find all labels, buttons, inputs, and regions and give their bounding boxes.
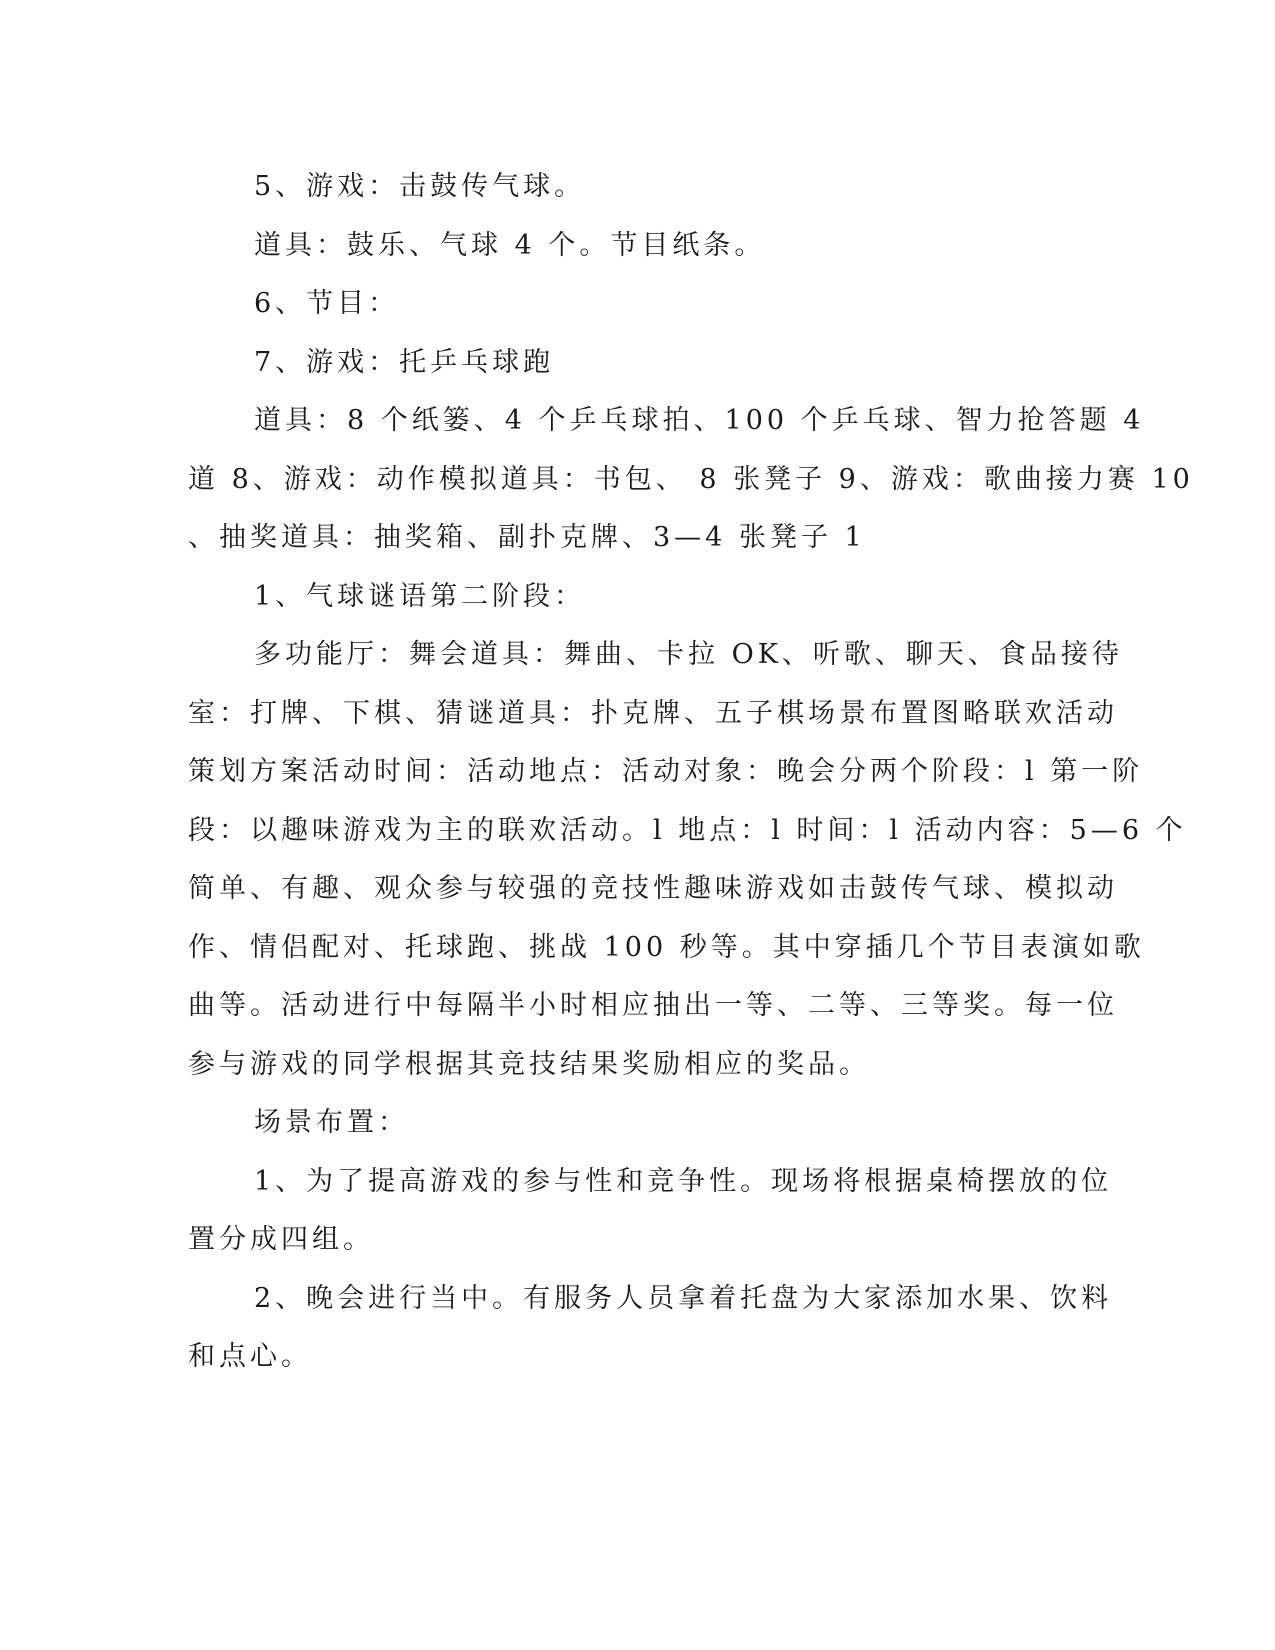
text-line: 室：打牌、下棋、猜谜道具：扑克牌、五子棋场景布置图略联欢活动	[188, 697, 1118, 729]
paragraph	[188, 217, 1088, 276]
text-line: 5、游戏：击鼓传气球。	[254, 171, 586, 202]
paragraph	[188, 158, 1088, 217]
text-line: 简单、有趣、观众参与较强的竞技性趣味游戏如击鼓传气球、模拟动	[188, 873, 1118, 904]
text-line: 1、为了提高游戏的参与性和竞争性。现场将根据桌椅摆放的位	[254, 1165, 1113, 1197]
text-line: 作、情侣配对、托球跑、挑战 100 秒等。其中穿插几个节目表演如歌	[188, 931, 1145, 963]
text-line: 置分成四组。	[188, 1224, 374, 1255]
paragraph	[188, 275, 1088, 334]
paragraph	[188, 1270, 1113, 1387]
text-line: 场景布置：	[254, 1107, 409, 1138]
text-line: 6、节目：	[254, 288, 400, 319]
text-line: 参与游戏的同学根据其竞技结果奖励相应的奖品。	[188, 1048, 870, 1080]
document-body	[188, 158, 1194, 1387]
text-line: 7、游戏：托乒乓球跑	[254, 346, 555, 378]
text-line: 段：以趣味游戏为主的联欢活动。l 地点：l 时间：l 活动内容：5—6 个	[188, 814, 1187, 846]
paragraph	[188, 392, 1194, 568]
text-line: 和点心。	[188, 1341, 312, 1372]
text-line: 策划方案活动时间：活动地点：活动对象：晚会分两个阶段：l 第一阶	[188, 756, 1144, 787]
paragraph	[188, 626, 1187, 1094]
text-line: 、抽奖道具：抽奖箱、副扑克牌、3—4 张凳子 1	[188, 522, 866, 553]
paragraph	[188, 1094, 1088, 1153]
text-line: 多功能厅：舞会道具：舞曲、卡拉 OK、听歌、聊天、食品接待	[254, 639, 1123, 670]
paragraph	[188, 1153, 1113, 1270]
text-line: 2、晚会进行当中。有服务人员拿着托盘为大家添加水果、饮料	[254, 1282, 1113, 1314]
paragraph	[188, 568, 1088, 627]
text-line: 1、气球谜语第二阶段：	[254, 580, 586, 612]
text-line: 道 8、游戏：动作模拟道具：书包、 8 张凳子 9、游戏：歌曲接力赛 10	[188, 463, 1194, 495]
paragraph	[188, 334, 1088, 393]
text-line: 道具：鼓乐、气球 4 个。节目纸条。	[254, 229, 766, 261]
text-line: 曲等。活动进行中每隔半小时相应抽出一等、二等、三等奖。每一位	[188, 990, 1118, 1021]
text-line: 道具：8 个纸篓、4 个乒乓球拍、100 个乒乓球、智力抢答题 4	[254, 405, 1145, 436]
